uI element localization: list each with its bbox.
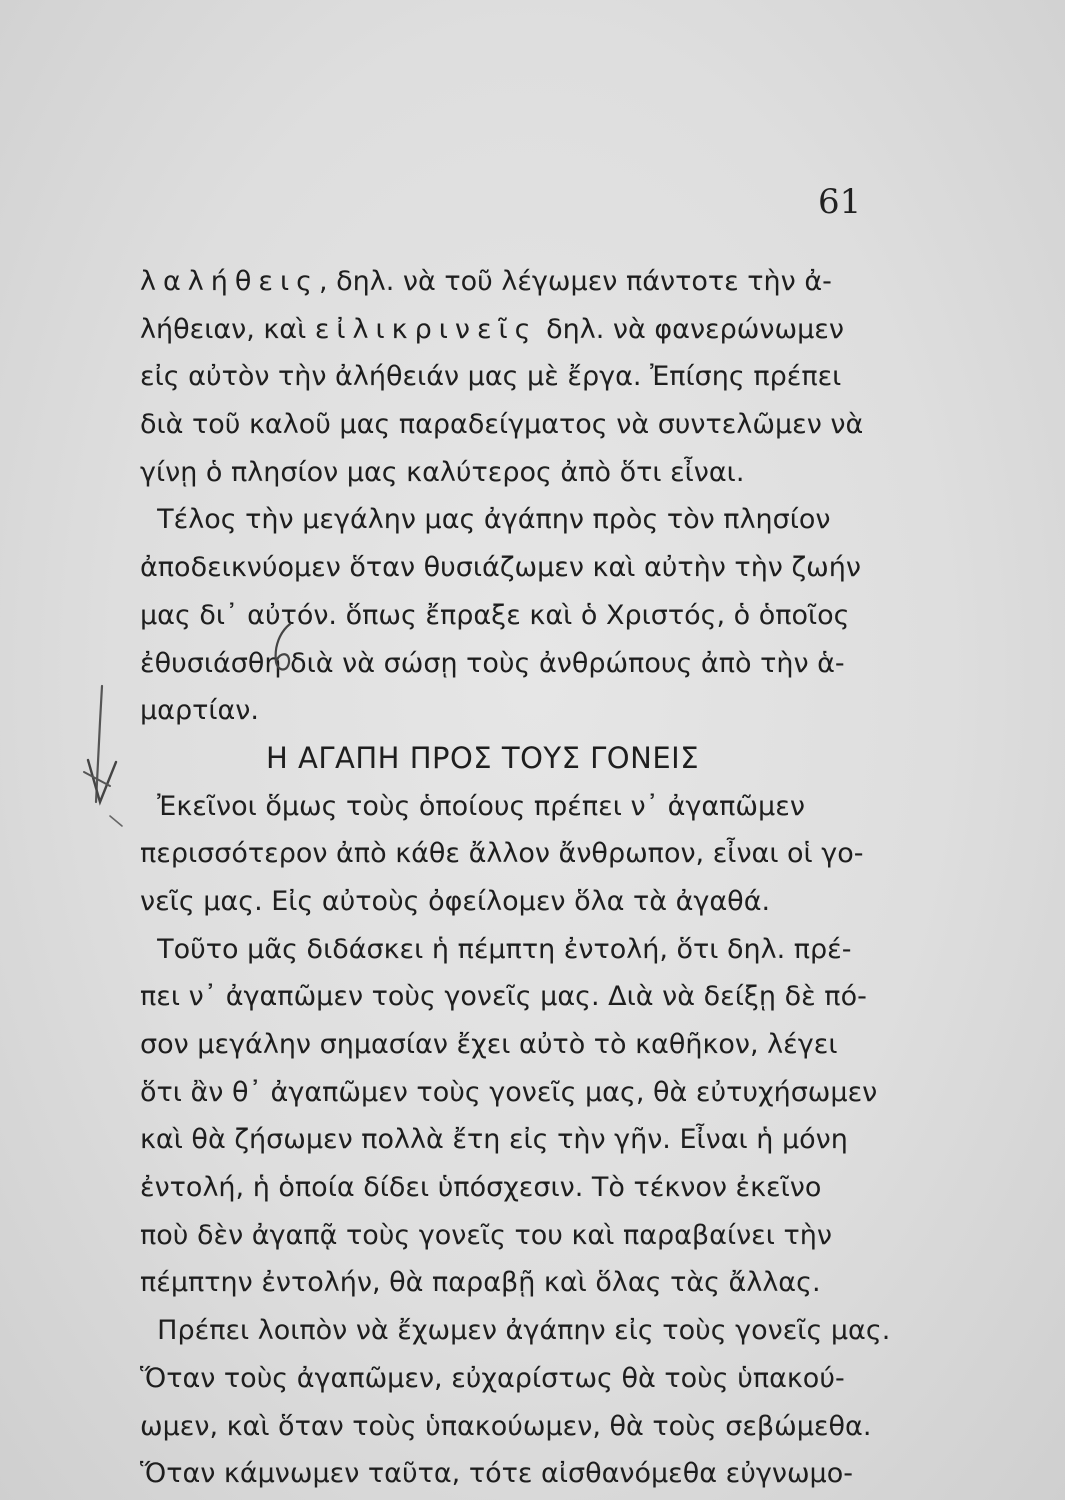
line-text: λήθειαν, καὶ	[140, 313, 315, 345]
paragraphs-top	[140, 258, 910, 735]
text-line	[140, 1164, 910, 1212]
line-text: ὅτι ἂν θ᾿ ἀγαπῶμεν τοὺς γονεῖς μας, θὰ εὐτυχήσωμεν	[140, 1076, 878, 1108]
emphasized-word: εἰλικρινεῖς	[314, 313, 538, 345]
line-text: ἐθυσιάσθη διὰ νὰ σώσῃ τοὺς ἀνθρώπους ἀπὸ τὴν ἁ-	[140, 647, 845, 679]
text-line	[140, 1021, 910, 1069]
paragraphs-bottom	[140, 783, 910, 1498]
text-line	[140, 878, 910, 926]
text-line	[140, 353, 910, 401]
text-line	[140, 1403, 910, 1451]
line-text: ἀποδεικνύομεν ὅταν θυσιάζωμεν καὶ αὐτὴν τὴν ζωήν	[140, 552, 861, 584]
line-text: πει ν᾿ ἀγαπῶμεν τοὺς γονεῖς μας. Διὰ νὰ δείξῃ δὲ πό-	[140, 981, 867, 1013]
page-number: 61	[818, 182, 862, 222]
line-text: Ὅταν τοὺς ἀγαπῶμεν, εὐχαρίστως θὰ τοὺς ὑπακού-	[140, 1362, 845, 1394]
text-line	[140, 1212, 910, 1260]
line-text: πέμπτην ἐντολήν, θὰ παραβῇ καὶ ὅλας τὰς ἄλλας.	[140, 1267, 821, 1299]
text-line	[140, 258, 910, 306]
line-text: ωμεν, καὶ ὅταν τοὺς ὑπακούωμεν, θὰ τοὺς σεβώμεθα.	[140, 1410, 872, 1442]
line-text: Πρέπει λοιπὸν νὰ ἔχωμεν ἀγάπην εἰς τοὺς γονεῖς μας.	[140, 1315, 891, 1347]
section-heading: Η ΑΓΑΠΗ ΠΡΟΣ ΤΟΥΣ ΓΟΝΕΙΣ	[266, 740, 700, 775]
text-line	[140, 687, 910, 735]
line-text: διὰ τοῦ καλοῦ μας παραδείγματος νὰ συντελῶμεν νὰ	[140, 409, 864, 441]
line-text: , δηλ. νὰ τοῦ λέγωμεν πάντοτε τὴν ἀ-	[318, 266, 832, 297]
line-text: μαρτίαν.	[140, 695, 259, 727]
line-text: σον μεγάλην σημασίαν ἔχει αὐτὸ τὸ καθῆκον, λέγει	[140, 1029, 838, 1060]
text-line	[140, 306, 910, 354]
handwritten-margin-mark	[70, 682, 130, 842]
line-text: μας δι᾿ αὐτόν. ὅπως ἔπραξε καὶ ὁ Χριστός, ὁ ὁποῖος	[140, 599, 850, 631]
text-line	[140, 1069, 910, 1117]
body-text	[140, 258, 910, 1498]
line-text: εἰς αὐτὸν τὴν ἀλήθειάν μας μὲ ἔργα. Ἐπίσης πρέπει	[140, 361, 842, 393]
line-text: Τέλος τὴν μεγάλην μας ἀγάπην πρὸς τὸν πλησίον	[140, 504, 831, 536]
line-text: περισσότερον ἀπὸ κάθε ἄλλον ἄνθρωπον, εἶναι οἱ γο-	[140, 838, 864, 870]
text-line	[140, 926, 910, 974]
emphasized-word: λαλήθεις	[140, 266, 319, 297]
text-line	[140, 544, 910, 592]
line-text: Τοῦτο μᾶς διδάσκει ἡ πέμπτη ἐντολή, ὅτι δηλ. πρέ-	[140, 933, 852, 965]
line-text: καὶ θὰ ζήσωμεν πολλὰ ἔτη εἰς τὴν γῆν. Εἶναι ἡ μόνη	[140, 1124, 848, 1156]
text-line	[140, 496, 910, 544]
text-line	[140, 592, 910, 640]
line-text: νεῖς μας. Εἰς αὐτοὺς ὀφείλομεν ὅλα τὰ ἀγαθά.	[140, 885, 771, 917]
text-line	[140, 1116, 910, 1164]
line-text: δηλ. νὰ φανερώνωμεν	[537, 313, 844, 345]
text-line	[140, 830, 910, 878]
line-text: ἐντολή, ἡ ὁποία δίδει ὑπόσχεσιν. Τὸ τέκνον ἐκεῖνο	[140, 1172, 822, 1204]
line-text: ποὺ δὲν ἀγαπᾷ τοὺς γονεῖς του καὶ παραβαίνει τὴν	[140, 1219, 832, 1251]
text-line	[140, 1355, 910, 1403]
line-text: Ὅταν κάμνωμεν ταῦτα, τότε αἰσθανόμεθα εὐγνωμο-	[140, 1458, 853, 1490]
text-line	[140, 1450, 910, 1498]
text-line	[140, 401, 910, 449]
text-line	[140, 783, 910, 831]
line-text: Ἐκεῖνοι ὅμως τοὺς ὁποίους πρέπει ν᾿ ἀγαπῶμεν	[140, 790, 805, 822]
line-text: γίνῃ ὁ πλησίον μας καλύτερος ἀπὸ ὅτι εἶναι.	[140, 456, 745, 488]
text-line	[140, 640, 910, 688]
text-line	[140, 1307, 910, 1355]
text-line	[140, 449, 910, 497]
text-line	[140, 1259, 910, 1307]
text-line	[140, 973, 910, 1021]
